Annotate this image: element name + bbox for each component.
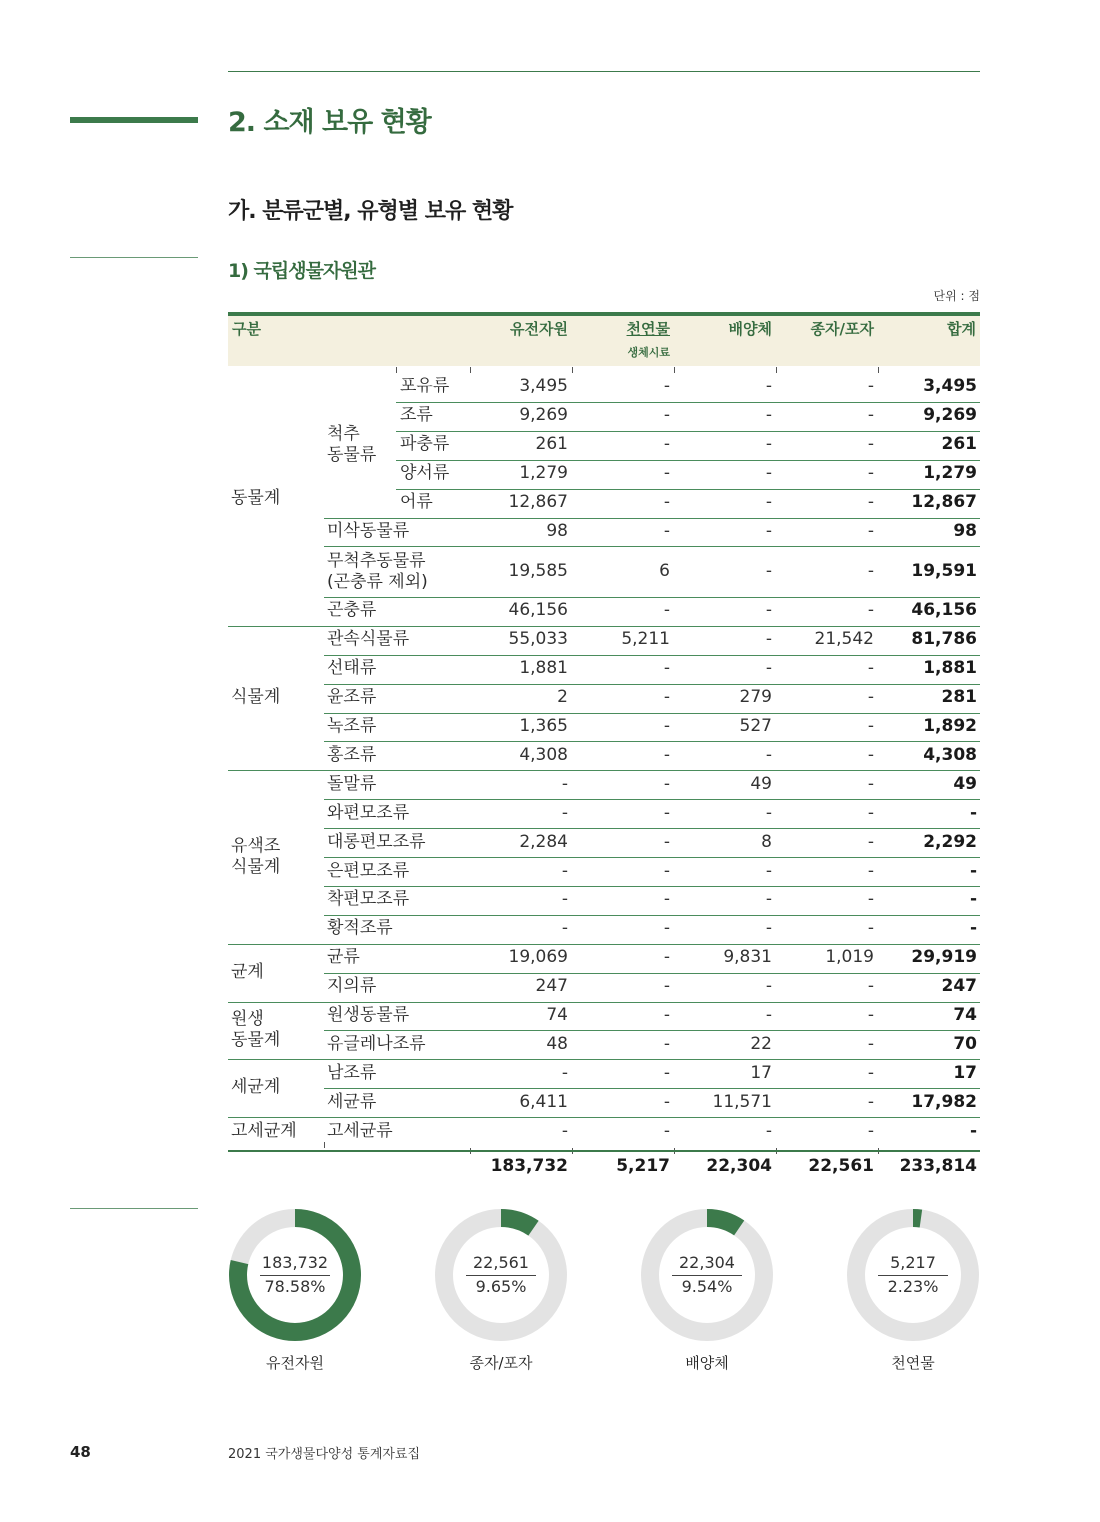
total-value: 183,732 (490, 1156, 568, 1177)
row-divider (324, 713, 980, 714)
row-total-value: 1,881 (923, 658, 977, 679)
row-divider (324, 915, 980, 916)
row-value: - (561, 802, 568, 823)
header-natural: 천연물 (626, 320, 670, 338)
row-label: 윤조류 (327, 687, 377, 708)
row-value: 2 (557, 687, 568, 708)
row-value: - (765, 860, 772, 881)
row-value: 19,585 (508, 560, 568, 581)
donut-label: 천연물 (891, 1354, 935, 1372)
column-tick (396, 367, 397, 373)
group-label: 동물계 (231, 488, 281, 509)
row-value: 6 (659, 560, 670, 581)
header-genetic: 유전자원 (510, 320, 568, 338)
row-label: 유글레나조류 (327, 1033, 426, 1054)
row-value: - (765, 802, 772, 823)
row-value: - (867, 1120, 874, 1141)
row-value: - (765, 918, 772, 939)
row-value: - (867, 376, 874, 397)
row-total-value: - (969, 1120, 977, 1141)
row-value: - (867, 405, 874, 426)
row-total-value: 81,786 (911, 629, 977, 650)
row-value: - (663, 831, 670, 852)
row-value: 9,269 (519, 405, 568, 426)
row-value: - (765, 560, 772, 581)
row-value: - (561, 773, 568, 794)
row-value: - (663, 744, 670, 765)
row-value: - (663, 773, 670, 794)
row-value: - (867, 831, 874, 852)
row-value: - (765, 405, 772, 426)
row-divider (324, 518, 980, 519)
row-total-value: 247 (941, 976, 977, 997)
row-value: - (663, 1005, 670, 1026)
row-value: - (663, 1033, 670, 1054)
row-value: - (765, 889, 772, 910)
row-divider (324, 1030, 980, 1031)
row-value: 1,881 (519, 658, 568, 679)
row-value: 9,831 (723, 947, 772, 968)
side-rule-1 (70, 257, 198, 258)
row-label: 돌말류 (327, 773, 377, 794)
row-value: - (867, 773, 874, 794)
row-value: - (663, 976, 670, 997)
row-label: 양서류 (400, 463, 450, 484)
row-value: - (867, 600, 874, 621)
row-divider (324, 655, 980, 656)
row-label: 고세균류 (327, 1120, 393, 1141)
row-value: 19,069 (508, 947, 568, 968)
row-value: - (867, 1091, 874, 1112)
total-value: 5,217 (616, 1156, 670, 1177)
row-divider (324, 741, 980, 742)
row-label: 녹조류 (327, 716, 377, 737)
row-label: 무척추동물류 (곤충류 제외) (327, 550, 428, 592)
group-divider (228, 1059, 980, 1060)
group-label: 고세균계 (231, 1120, 297, 1141)
group-divider (228, 626, 980, 627)
row-value: 8 (761, 831, 772, 852)
donut-divider (672, 1275, 742, 1276)
donut-value: 22,304 (679, 1253, 735, 1272)
row-value: - (663, 376, 670, 397)
row-value: - (663, 492, 670, 513)
header-seed: 종자/포자 (810, 320, 874, 338)
row-value: 2,284 (519, 831, 568, 852)
row-label: 대롱편모조류 (327, 831, 426, 852)
row-divider (324, 973, 980, 974)
header-natural-sub: 생체시료 (627, 346, 670, 359)
row-value: - (867, 560, 874, 581)
row-value: - (765, 1120, 772, 1141)
row-value: - (765, 376, 772, 397)
total-value: 233,814 (899, 1156, 977, 1177)
footer-title: 2021 국가생물다양성 통계자료집 (228, 1447, 421, 1462)
row-value: - (867, 918, 874, 939)
row-label: 세균류 (327, 1091, 377, 1112)
row-divider (324, 886, 980, 887)
unit-label: 단위 : 점 (933, 289, 980, 303)
row-divider (324, 799, 980, 800)
row-value: - (663, 947, 670, 968)
row-total-value: 9,269 (923, 405, 977, 426)
row-value: - (867, 889, 874, 910)
row-total-value: - (969, 802, 977, 823)
donut-percent: 9.54% (681, 1277, 733, 1296)
row-label: 선태류 (327, 658, 377, 679)
subsection-title: 가. 분류군별, 유형별 보유 현황 (228, 199, 513, 224)
row-value: 261 (535, 434, 568, 455)
row-total-value: 74 (953, 1005, 977, 1026)
row-divider (324, 828, 980, 829)
donut-value: 183,732 (261, 1253, 329, 1272)
donut-label: 유전자원 (266, 1354, 324, 1372)
row-value: - (663, 1120, 670, 1141)
row-label: 파충류 (400, 434, 450, 455)
donut-divider (466, 1275, 536, 1276)
row-value: 527 (739, 716, 772, 737)
row-label: 포유류 (400, 376, 450, 397)
row-value: - (765, 492, 772, 513)
row-value: 48 (546, 1033, 568, 1054)
group-label: 세균계 (231, 1077, 281, 1098)
donut-value: 5,217 (890, 1253, 936, 1272)
row-label: 관속식물류 (327, 629, 410, 650)
total-value: 22,304 (706, 1156, 772, 1177)
row-value: 21,542 (814, 629, 874, 650)
row-total-value: 12,867 (911, 492, 977, 513)
row-value: - (867, 434, 874, 455)
row-value: - (663, 716, 670, 737)
row-value: - (765, 976, 772, 997)
row-value: - (561, 889, 568, 910)
column-tick (878, 367, 879, 373)
row-value: - (867, 1033, 874, 1054)
row-total-value: 3,495 (923, 376, 977, 397)
row-value: - (867, 520, 874, 541)
group-label: 유색조 식물계 (231, 836, 281, 878)
row-value: - (765, 434, 772, 455)
row-label: 은편모조류 (327, 860, 410, 881)
row-total-value: 261 (941, 434, 977, 455)
row-divider (324, 597, 980, 598)
group-divider (228, 1002, 980, 1003)
column-tick (674, 367, 675, 373)
row-value: 17 (750, 1062, 772, 1083)
row-value: - (663, 1091, 670, 1112)
row-total-value: 19,591 (911, 560, 977, 581)
row-value: - (765, 1005, 772, 1026)
donut-divider (260, 1275, 330, 1276)
row-total-value: - (969, 918, 977, 939)
row-label: 원생동물류 (327, 1005, 410, 1026)
row-value: 1,279 (519, 463, 568, 484)
row-value: - (663, 520, 670, 541)
row-value: - (561, 1120, 568, 1141)
row-value: - (867, 744, 874, 765)
row-value: 74 (546, 1005, 568, 1026)
column-tick (470, 367, 471, 373)
row-value: - (765, 520, 772, 541)
row-value: 1,365 (519, 716, 568, 737)
row-total-value: 46,156 (911, 600, 977, 621)
row-value: - (867, 658, 874, 679)
row-value: - (561, 860, 568, 881)
row-total-value: 98 (953, 520, 977, 541)
row-value: 46,156 (508, 600, 568, 621)
row-label: 남조류 (327, 1062, 377, 1083)
row-value: 279 (739, 687, 772, 708)
group-label: 원생 동물계 (231, 1009, 281, 1051)
total-rule (228, 1150, 980, 1152)
donut-percent: 78.58% (264, 1277, 326, 1296)
row-value: 98 (546, 520, 568, 541)
donut-divider (878, 1275, 948, 1276)
group-label: 균계 (231, 961, 264, 982)
row-divider (324, 1088, 980, 1089)
donut-percent: 9.65% (475, 1277, 527, 1296)
group-divider (228, 944, 980, 945)
row-divider (396, 489, 980, 490)
subsubsection-title: 1) 국립생물자원관 (228, 260, 375, 282)
header-category: 구분 (232, 320, 261, 338)
row-value: - (663, 434, 670, 455)
row-value: - (867, 860, 874, 881)
row-value: 22 (750, 1033, 772, 1054)
total-value: 22,561 (808, 1156, 874, 1177)
row-total-value: 29,919 (911, 947, 977, 968)
row-divider (324, 857, 980, 858)
row-value: 247 (535, 976, 568, 997)
page-number: 48 (70, 1443, 91, 1461)
row-divider (324, 684, 980, 685)
row-label: 착편모조류 (327, 889, 410, 910)
column-tick (776, 367, 777, 373)
row-value: - (663, 600, 670, 621)
row-value: - (867, 802, 874, 823)
header-culture: 배양체 (728, 320, 772, 338)
row-value: - (867, 463, 874, 484)
donut-value: 22,561 (473, 1253, 529, 1272)
row-value: - (867, 687, 874, 708)
row-total-value: 1,892 (923, 716, 977, 737)
row-value: - (663, 463, 670, 484)
row-value: - (765, 629, 772, 650)
subgroup-label: 척추 동물류 (327, 424, 377, 466)
row-value: - (561, 918, 568, 939)
row-value: - (867, 716, 874, 737)
row-value: - (663, 687, 670, 708)
row-value: - (765, 463, 772, 484)
row-total-value: 281 (941, 687, 977, 708)
top-rule (228, 71, 980, 72)
row-value: - (561, 1062, 568, 1083)
group-divider (228, 1117, 980, 1118)
side-rule-2 (70, 1208, 198, 1209)
row-total-value: 17 (953, 1062, 977, 1083)
row-value: 11,571 (712, 1091, 772, 1112)
row-value: - (765, 658, 772, 679)
row-value: 5,211 (621, 629, 670, 650)
row-label: 어류 (400, 492, 433, 513)
row-total-value: 2,292 (923, 831, 977, 852)
row-total-value: - (969, 860, 977, 881)
row-value: 12,867 (508, 492, 568, 513)
row-total-value: 1,279 (923, 463, 977, 484)
row-value: 6,411 (519, 1091, 568, 1112)
row-value: - (663, 1062, 670, 1083)
column-tick (572, 367, 573, 373)
row-value: - (867, 492, 874, 513)
row-label: 조류 (400, 405, 433, 426)
row-total-value: 4,308 (923, 744, 977, 765)
row-value: - (765, 744, 772, 765)
row-value: - (867, 976, 874, 997)
row-value: 1,019 (825, 947, 874, 968)
row-value: - (867, 1062, 874, 1083)
row-value: - (765, 600, 772, 621)
row-value: - (663, 889, 670, 910)
row-total-value: - (969, 889, 977, 910)
row-label: 곤충류 (327, 600, 377, 621)
row-value: - (663, 802, 670, 823)
row-value: 49 (750, 773, 772, 794)
row-divider (396, 460, 980, 461)
row-value: 55,033 (508, 629, 568, 650)
section-title: 2. 소재 보유 현황 (228, 107, 431, 138)
donut-label: 종자/포자 (469, 1354, 533, 1372)
section-marker-bar (70, 117, 198, 123)
row-label: 미삭동물류 (327, 520, 410, 541)
row-label: 균류 (327, 947, 360, 968)
row-total-value: 17,982 (911, 1091, 977, 1112)
row-label: 황적조류 (327, 918, 393, 939)
row-total-value: 49 (953, 773, 977, 794)
row-label: 홍조류 (327, 744, 377, 765)
column-tick (324, 1142, 325, 1148)
row-value: 3,495 (519, 376, 568, 397)
row-divider (396, 431, 980, 432)
row-label: 지의류 (327, 976, 377, 997)
row-value: - (663, 860, 670, 881)
header-total: 합계 (947, 320, 976, 338)
row-divider (396, 402, 980, 403)
group-divider (228, 770, 980, 771)
group-label: 식물계 (231, 687, 281, 708)
row-value: - (663, 658, 670, 679)
row-value: - (663, 918, 670, 939)
donut-percent: 2.23% (887, 1277, 939, 1296)
row-value: - (867, 1005, 874, 1026)
row-value: 4,308 (519, 744, 568, 765)
row-value: - (663, 405, 670, 426)
row-total-value: 70 (953, 1033, 977, 1054)
row-divider (324, 546, 980, 547)
donut-label: 배양체 (685, 1354, 729, 1372)
row-label: 와편모조류 (327, 802, 410, 823)
